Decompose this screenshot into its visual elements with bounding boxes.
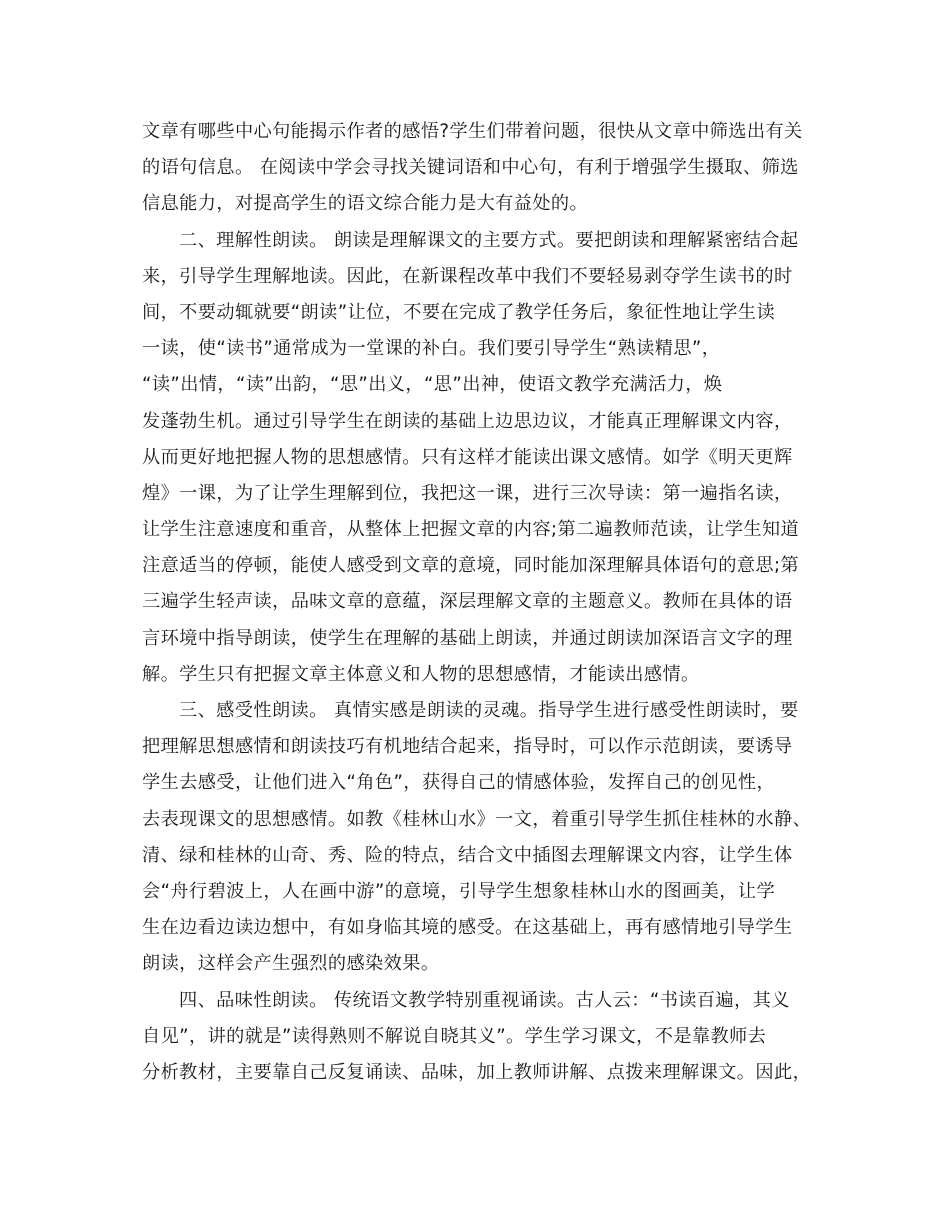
document-body: [142, 114, 812, 1091]
text-line: 四、品味性朗读。 传统语文教学特别重视诵读。古人云：“书读百遍，其义: [179, 989, 790, 1011]
text-line: 清、绿和桂林的山奇、秀、险的特点，结合文中插图去理解课文内容，让学生体: [142, 844, 793, 866]
text-line: 三遍学生轻声读，品味文章的意蕴，深层理解文章的主题意义。教师在具体的语: [142, 591, 793, 613]
text-line: 学生去感受，让他们进入“角色”，获得自己的情感体验，发挥自己的创见性，: [142, 772, 776, 794]
text-line: 二、理解性朗读。 朗读是理解课文的主要方式。要把朗读和理解紧密结合起: [179, 229, 799, 251]
text-line: 会“舟行碧波上，人在画中游”的意境，引导学生想象桂林山水的图画美，让学: [142, 880, 776, 902]
text-line: 信息能力，对提高学生的语文综合能力是大有益处的。: [142, 193, 589, 215]
text-line: 的语句信息。 在阅读中学会寻找关键词语和中心句，有利于增强学生摄取、筛选: [142, 157, 799, 179]
text-line: 去表现课文的思想感情。如教《桂林山水》一文，着重引导学生抓住桂林的水静、: [142, 808, 812, 830]
text-line: 发蓬勃生机。通过引导学生在朗读的基础上边思边议，才能真正理解课文内容，: [142, 410, 793, 432]
text-line: 间，不要动辄就要“朗读”让位，不要在完成了教学任务后，象征性地让学生读: [142, 301, 776, 323]
text-line: 朗读，这样会产生强烈的感染效果。: [142, 953, 440, 975]
text-line: 分析教材，主要靠自己反复诵读、品味，加上教师讲解、点拨来理解课文。因此，: [142, 1061, 812, 1083]
text-line: 解。学生只有把握文章主体意义和人物的思想感情，才能读出感情。: [142, 663, 700, 685]
text-line: 把理解思想感情和朗读技巧有机地结合起来，指导时，可以作示范朗读，要诱导: [142, 736, 793, 758]
text-line: 言环境中指导朗读，使学生在理解的基础上朗读，并通过朗读加深语言文字的理: [142, 627, 793, 649]
text-line: 煌》一课，为了让学生理解到位，我把这一课，进行三次导读：第一遍指名读，: [142, 482, 793, 504]
text-line: “读”出情，“读”出韵，“思”出义，“思”出神，使语文教学充满活力，焕: [142, 374, 723, 396]
text-line: 从而更好地把握人物的思想感情。只有这样才能读出课文感情。如学《明天更辉: [142, 446, 793, 468]
text-line: 注意适当的停顿，能使人感受到文章的意境，同时能加深理解具体语句的意思;第: [142, 555, 800, 577]
text-line: 文章有哪些中心句能揭示作者的感悟?学生们带着问题，很快从文章中筛选出有关: [142, 121, 803, 142]
text-line: 生在边看边读边想中，有如身临其境的感受。在这基础上，再有感情地引导学生: [142, 917, 793, 939]
text-line: 让学生注意速度和重音，从整体上把握文章的内容;第二遍教师范读，让学生知道: [142, 519, 800, 541]
text-line: 三、感受性朗读。 真情实感是朗读的灵魂。指导学生进行感受性朗读时，要: [179, 700, 799, 721]
text-line: 来，引导学生理解地读。因此，在新课程改革中我们不要轻易剥夺学生读书的时: [142, 265, 793, 287]
text-line: 自见”，讲的就是”读得熟则不解说自晓其义”。学生学习课文，不是靠教师去: [142, 1025, 767, 1047]
text-line: 一读，使“读书”通常成为一堂课的补白。我们要引导学生“熟读精思”，: [142, 338, 721, 360]
